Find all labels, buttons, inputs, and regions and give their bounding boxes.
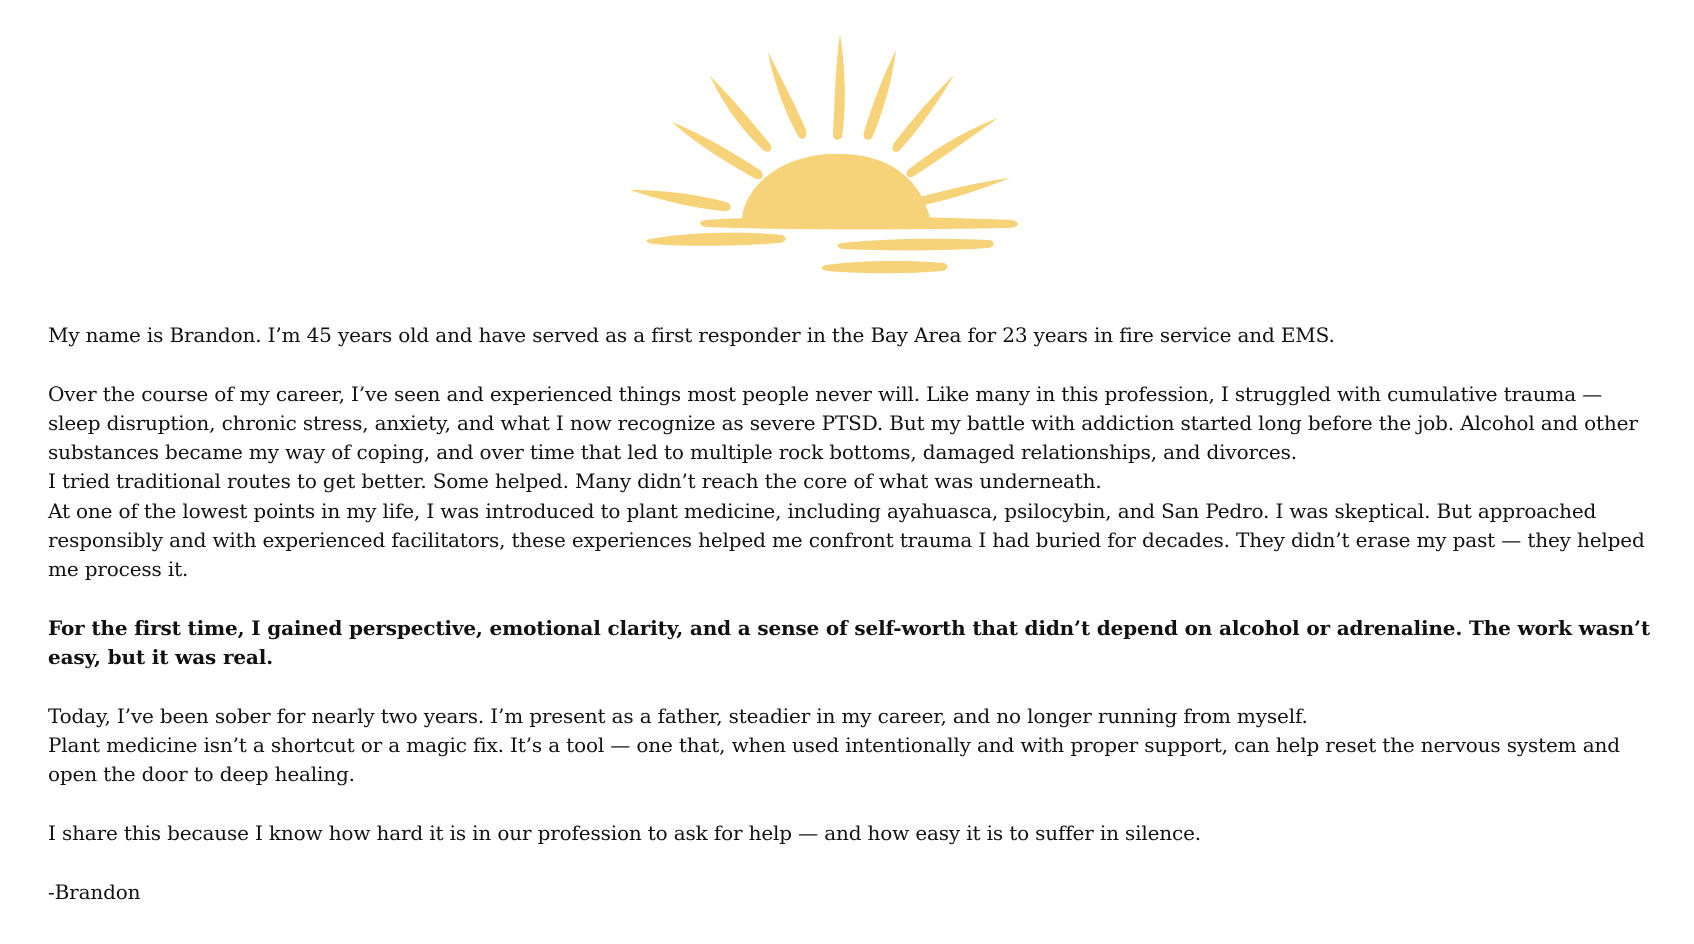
plant-medicine-paragraph: At one of the lowest points in my life, I was introduced to plant medicine, including ayahuasca, psilocybin, and San Pedro. I was skeptical. But approached responsibly and with experienced facilitators, these experiences helped me confront trauma I had buried for decades. They didn’t erase my past — they helped me process it. [48,498,1645,582]
story-text [48,321,1654,907]
today-paragraph: Today, I’ve been sober for nearly two years. I’m present as a father, steadier in my career, and no longer running from myself. [48,703,1308,728]
sunrise-icon [630,22,1050,302]
intro-paragraph: My name is Brandon. I’m 45 years old and have served as a first responder in the Bay Area for 23 years in fire service and EMS. [48,323,1335,347]
routes-paragraph: I tried traditional routes to get better. Some helped. Many didn’t reach the core of what was underneath. [48,469,1102,494]
sun-disc [742,154,930,218]
share-paragraph: I share this because I know how hard it is in our profession to ask for help — and how easy it is to suffer in silence. [48,821,1201,846]
signature: -Brandon [48,879,141,904]
tool-paragraph: Plant medicine isn’t a shortcut or a magic fix. It’s a tool — one that, when used intentionally and with proper support, can help reset the nervous system and open the door to deep healing. [48,733,1620,787]
sunrise-logo [630,22,1050,302]
highlight-paragraph: For the first time, I gained perspective, emotional clarity, and a sense of self-worth that didn’t depend on alcohol or adrenaline. The work wasn’t easy, but it was real. [48,615,1650,670]
water-lines [647,216,1018,273]
career-paragraph: Over the course of my career, I’ve seen and experienced things most people never will. Like many in this profession, I struggled with cumulative trauma — sleep disruption, chronic stress, anxiety, and what I now recognize as severe PTSD. But my battle with addiction started long before the job. Alcohol and other substances became my way of coping, and over time that led to multiple rock bottoms, damaged relationships, and divorces. [48,381,1638,465]
